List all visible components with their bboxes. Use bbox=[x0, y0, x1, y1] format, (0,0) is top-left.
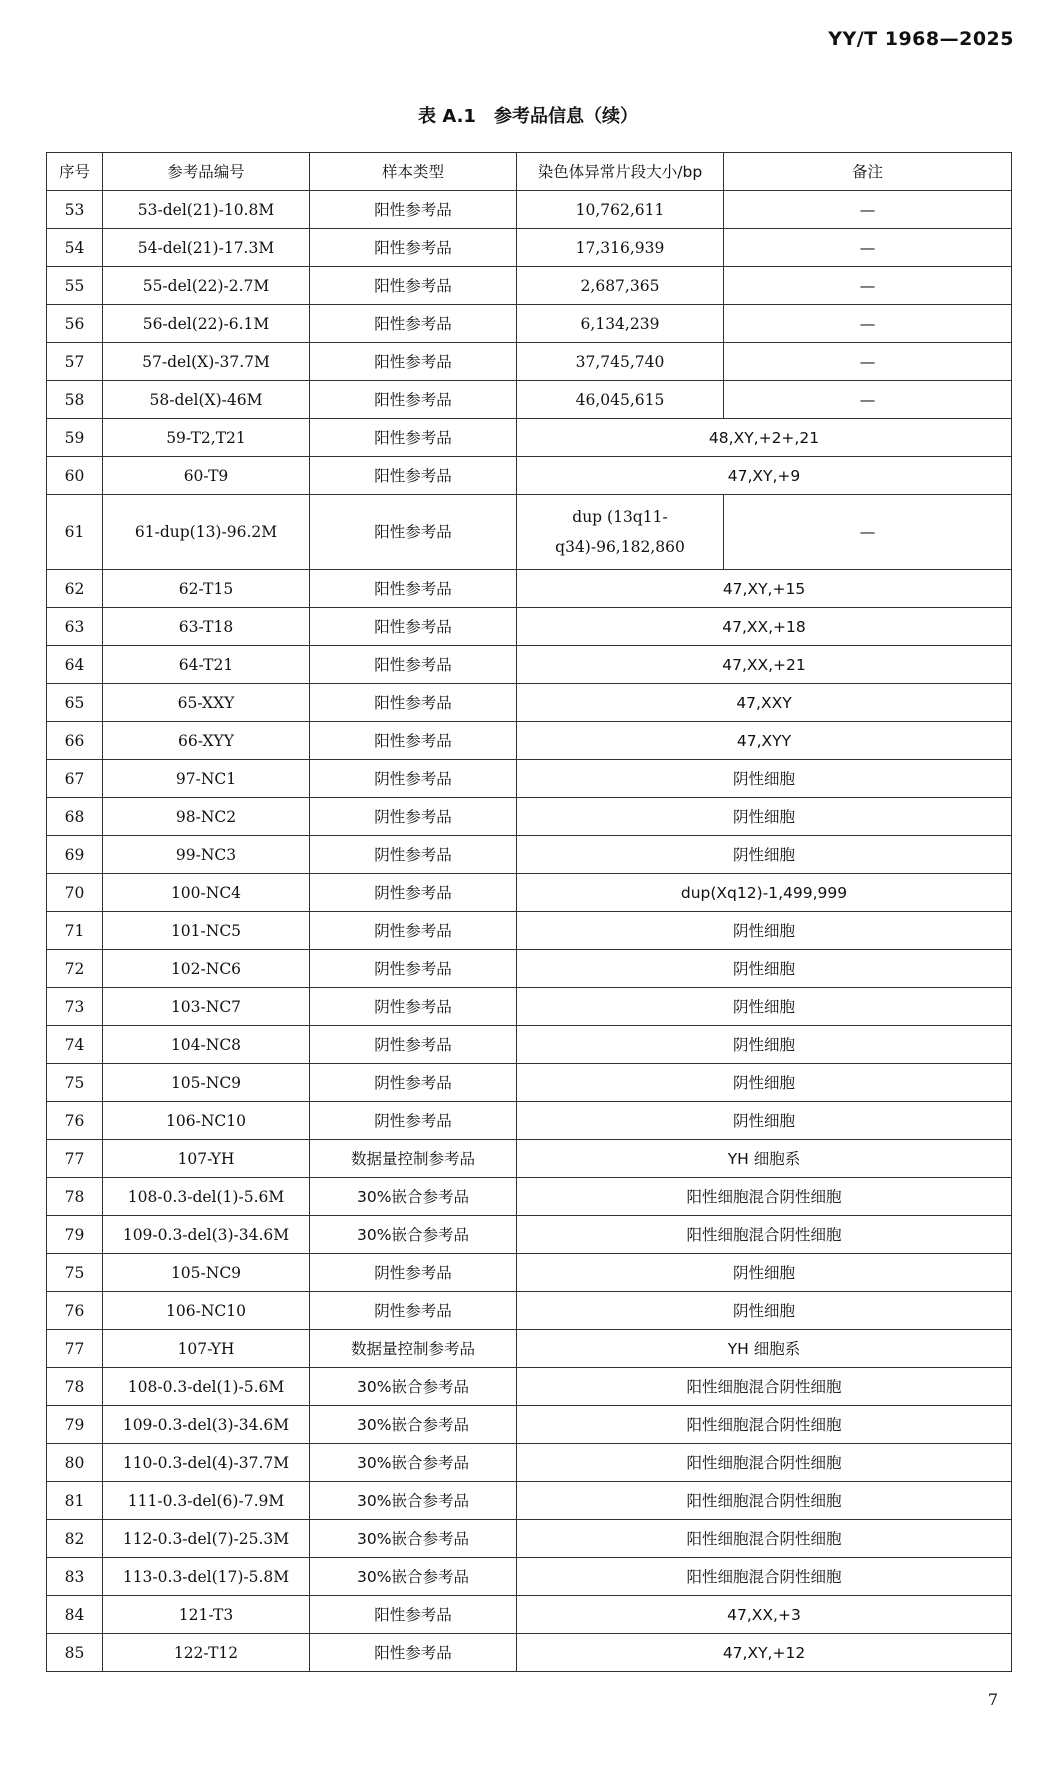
result-cell: 阴性细胞 bbox=[517, 1026, 1012, 1064]
fragment-size-cell: 17,316,939 bbox=[517, 229, 724, 267]
row-number-cell: 73 bbox=[47, 988, 103, 1026]
sample-type-cell: 阳性参考品 bbox=[310, 191, 517, 229]
reference-id-cell: 121-T3 bbox=[103, 1596, 310, 1634]
sample-type-cell: 阴性参考品 bbox=[310, 798, 517, 836]
reference-id-cell: 97-NC1 bbox=[103, 760, 310, 798]
note-cell: — bbox=[724, 229, 1012, 267]
reference-id-cell: 101-NC5 bbox=[103, 912, 310, 950]
result-cell: 阴性细胞 bbox=[517, 836, 1012, 874]
table-row bbox=[47, 229, 1012, 267]
reference-id-cell: 100-NC4 bbox=[103, 874, 310, 912]
table-row bbox=[47, 722, 1012, 760]
sample-type-cell: 30%嵌合参考品 bbox=[310, 1368, 517, 1406]
note-cell: — bbox=[724, 343, 1012, 381]
column-header-id: 参考品编号 bbox=[103, 153, 310, 191]
result-cell: 阴性细胞 bbox=[517, 1254, 1012, 1292]
table-row bbox=[47, 684, 1012, 722]
reference-table bbox=[46, 152, 1012, 1672]
reference-id-cell: 111-0.3-del(6)-7.9M bbox=[103, 1482, 310, 1520]
sample-type-cell: 阴性参考品 bbox=[310, 1026, 517, 1064]
row-number-cell: 55 bbox=[47, 267, 103, 305]
table-row bbox=[47, 1254, 1012, 1292]
table-row bbox=[47, 1178, 1012, 1216]
row-number-cell: 76 bbox=[47, 1102, 103, 1140]
row-number-cell: 68 bbox=[47, 798, 103, 836]
result-cell: 47,XY,+15 bbox=[517, 570, 1012, 608]
sample-type-cell: 阳性参考品 bbox=[310, 267, 517, 305]
table-header-row bbox=[47, 153, 1012, 191]
table-row bbox=[47, 457, 1012, 495]
table-body bbox=[47, 191, 1012, 1672]
sample-type-cell: 阴性参考品 bbox=[310, 1064, 517, 1102]
table-row bbox=[47, 950, 1012, 988]
result-cell: 47,XY,+9 bbox=[517, 457, 1012, 495]
fragment-size-cell: 37,745,740 bbox=[517, 343, 724, 381]
table-row bbox=[47, 1064, 1012, 1102]
row-number-cell: 63 bbox=[47, 608, 103, 646]
fragment-size-cell: 10,762,611 bbox=[517, 191, 724, 229]
result-cell: 47,XX,+3 bbox=[517, 1596, 1012, 1634]
sample-type-cell: 阴性参考品 bbox=[310, 836, 517, 874]
row-number-cell: 60 bbox=[47, 457, 103, 495]
row-number-cell: 69 bbox=[47, 836, 103, 874]
result-cell: 阳性细胞混合阴性细胞 bbox=[517, 1216, 1012, 1254]
result-cell: 47,XX,+18 bbox=[517, 608, 1012, 646]
table-row bbox=[47, 1292, 1012, 1330]
table-row bbox=[47, 608, 1012, 646]
table-row bbox=[47, 912, 1012, 950]
reference-id-cell: 54-del(21)-17.3M bbox=[103, 229, 310, 267]
result-cell: 阴性细胞 bbox=[517, 988, 1012, 1026]
result-cell: 阴性细胞 bbox=[517, 760, 1012, 798]
row-number-cell: 66 bbox=[47, 722, 103, 760]
row-number-cell: 78 bbox=[47, 1368, 103, 1406]
row-number-cell: 80 bbox=[47, 1444, 103, 1482]
row-number-cell: 74 bbox=[47, 1026, 103, 1064]
sample-type-cell: 阴性参考品 bbox=[310, 760, 517, 798]
column-header-note: 备注 bbox=[724, 153, 1012, 191]
table-row bbox=[47, 305, 1012, 343]
reference-id-cell: 122-T12 bbox=[103, 1634, 310, 1672]
reference-id-cell: 106-NC10 bbox=[103, 1102, 310, 1140]
result-cell: 48,XY,+2+,21 bbox=[517, 419, 1012, 457]
result-cell: 47,XY,+12 bbox=[517, 1634, 1012, 1672]
reference-id-cell: 64-T21 bbox=[103, 646, 310, 684]
reference-id-cell: 99-NC3 bbox=[103, 836, 310, 874]
sample-type-cell: 阳性参考品 bbox=[310, 495, 517, 570]
row-number-cell: 70 bbox=[47, 874, 103, 912]
table-row bbox=[47, 191, 1012, 229]
row-number-cell: 77 bbox=[47, 1140, 103, 1178]
standard-number: YY/T 1968—2025 bbox=[828, 28, 1014, 50]
row-number-cell: 85 bbox=[47, 1634, 103, 1672]
reference-id-cell: 109-0.3-del(3)-34.6M bbox=[103, 1216, 310, 1254]
reference-id-cell: 108-0.3-del(1)-5.6M bbox=[103, 1368, 310, 1406]
row-number-cell: 77 bbox=[47, 1330, 103, 1368]
reference-id-cell: 109-0.3-del(3)-34.6M bbox=[103, 1406, 310, 1444]
row-number-cell: 84 bbox=[47, 1596, 103, 1634]
reference-id-cell: 56-del(22)-6.1M bbox=[103, 305, 310, 343]
sample-type-cell: 数据量控制参考品 bbox=[310, 1140, 517, 1178]
reference-id-cell: 57-del(X)-37.7M bbox=[103, 343, 310, 381]
sample-type-cell: 阴性参考品 bbox=[310, 988, 517, 1026]
result-cell: 阴性细胞 bbox=[517, 1292, 1012, 1330]
reference-id-cell: 105-NC9 bbox=[103, 1064, 310, 1102]
fragment-size-cell: dup (13q11-q34)-96,182,860 bbox=[517, 495, 724, 570]
fragment-size-cell: 6,134,239 bbox=[517, 305, 724, 343]
table-row bbox=[47, 798, 1012, 836]
table-row bbox=[47, 1368, 1012, 1406]
result-cell: 阳性细胞混合阴性细胞 bbox=[517, 1558, 1012, 1596]
row-number-cell: 58 bbox=[47, 381, 103, 419]
reference-id-cell: 66-XYY bbox=[103, 722, 310, 760]
row-number-cell: 78 bbox=[47, 1178, 103, 1216]
reference-id-cell: 98-NC2 bbox=[103, 798, 310, 836]
table-row bbox=[47, 343, 1012, 381]
result-cell: 阳性细胞混合阴性细胞 bbox=[517, 1406, 1012, 1444]
reference-id-cell: 110-0.3-del(4)-37.7M bbox=[103, 1444, 310, 1482]
sample-type-cell: 阳性参考品 bbox=[310, 1634, 517, 1672]
reference-id-cell: 65-XXY bbox=[103, 684, 310, 722]
table-row bbox=[47, 1330, 1012, 1368]
table-row bbox=[47, 760, 1012, 798]
row-number-cell: 75 bbox=[47, 1064, 103, 1102]
sample-type-cell: 30%嵌合参考品 bbox=[310, 1406, 517, 1444]
row-number-cell: 79 bbox=[47, 1406, 103, 1444]
result-cell: 47,XYY bbox=[517, 722, 1012, 760]
result-cell: 阴性细胞 bbox=[517, 912, 1012, 950]
table-row bbox=[47, 1596, 1012, 1634]
sample-type-cell: 阴性参考品 bbox=[310, 912, 517, 950]
table-row bbox=[47, 874, 1012, 912]
row-number-cell: 75 bbox=[47, 1254, 103, 1292]
fragment-size-cell: 46,045,615 bbox=[517, 381, 724, 419]
result-cell: dup(Xq12)-1,499,999 bbox=[517, 874, 1012, 912]
sample-type-cell: 阳性参考品 bbox=[310, 570, 517, 608]
result-cell: 阴性细胞 bbox=[517, 798, 1012, 836]
row-number-cell: 61 bbox=[47, 495, 103, 570]
row-number-cell: 64 bbox=[47, 646, 103, 684]
sample-type-cell: 阳性参考品 bbox=[310, 229, 517, 267]
reference-id-cell: 102-NC6 bbox=[103, 950, 310, 988]
sample-type-cell: 阳性参考品 bbox=[310, 722, 517, 760]
reference-id-cell: 63-T18 bbox=[103, 608, 310, 646]
row-number-cell: 67 bbox=[47, 760, 103, 798]
sample-type-cell: 阴性参考品 bbox=[310, 1102, 517, 1140]
table-row bbox=[47, 1026, 1012, 1064]
table-row bbox=[47, 988, 1012, 1026]
result-cell: YH 细胞系 bbox=[517, 1330, 1012, 1368]
sample-type-cell: 阳性参考品 bbox=[310, 608, 517, 646]
result-cell: 47,XX,+21 bbox=[517, 646, 1012, 684]
result-cell: 阳性细胞混合阴性细胞 bbox=[517, 1368, 1012, 1406]
reference-id-cell: 107-YH bbox=[103, 1140, 310, 1178]
sample-type-cell: 30%嵌合参考品 bbox=[310, 1558, 517, 1596]
reference-id-cell: 108-0.3-del(1)-5.6M bbox=[103, 1178, 310, 1216]
result-cell: 阴性细胞 bbox=[517, 950, 1012, 988]
sample-type-cell: 阳性参考品 bbox=[310, 305, 517, 343]
sample-type-cell: 阳性参考品 bbox=[310, 1596, 517, 1634]
fragment-size-cell: 2,687,365 bbox=[517, 267, 724, 305]
result-cell: 阴性细胞 bbox=[517, 1102, 1012, 1140]
sample-type-cell: 30%嵌合参考品 bbox=[310, 1482, 517, 1520]
sample-type-cell: 30%嵌合参考品 bbox=[310, 1520, 517, 1558]
row-number-cell: 53 bbox=[47, 191, 103, 229]
table-row bbox=[47, 1140, 1012, 1178]
sample-type-cell: 阴性参考品 bbox=[310, 874, 517, 912]
note-cell: — bbox=[724, 191, 1012, 229]
row-number-cell: 54 bbox=[47, 229, 103, 267]
table-title: 表 A.1 参考品信息（续） bbox=[418, 106, 638, 127]
table-row bbox=[47, 1520, 1012, 1558]
table-row bbox=[47, 836, 1012, 874]
table-row bbox=[47, 1406, 1012, 1444]
result-cell: 阳性细胞混合阴性细胞 bbox=[517, 1444, 1012, 1482]
result-cell: 47,XXY bbox=[517, 684, 1012, 722]
reference-id-cell: 113-0.3-del(17)-5.8M bbox=[103, 1558, 310, 1596]
reference-id-cell: 55-del(22)-2.7M bbox=[103, 267, 310, 305]
reference-id-cell: 112-0.3-del(7)-25.3M bbox=[103, 1520, 310, 1558]
table-row bbox=[47, 267, 1012, 305]
sample-type-cell: 阳性参考品 bbox=[310, 684, 517, 722]
note-cell: — bbox=[724, 305, 1012, 343]
table-row bbox=[47, 381, 1012, 419]
table-row bbox=[47, 570, 1012, 608]
row-number-cell: 83 bbox=[47, 1558, 103, 1596]
result-cell: 阳性细胞混合阴性细胞 bbox=[517, 1178, 1012, 1216]
result-cell: 阳性细胞混合阴性细胞 bbox=[517, 1520, 1012, 1558]
row-number-cell: 56 bbox=[47, 305, 103, 343]
sample-type-cell: 30%嵌合参考品 bbox=[310, 1178, 517, 1216]
table-row bbox=[47, 1102, 1012, 1140]
sample-type-cell: 阳性参考品 bbox=[310, 343, 517, 381]
sample-type-cell: 阳性参考品 bbox=[310, 381, 517, 419]
table-row bbox=[47, 419, 1012, 457]
sample-type-cell: 30%嵌合参考品 bbox=[310, 1216, 517, 1254]
table-row bbox=[47, 1216, 1012, 1254]
sample-type-cell: 阴性参考品 bbox=[310, 950, 517, 988]
row-number-cell: 79 bbox=[47, 1216, 103, 1254]
row-number-cell: 82 bbox=[47, 1520, 103, 1558]
reference-id-cell: 60-T9 bbox=[103, 457, 310, 495]
reference-id-cell: 62-T15 bbox=[103, 570, 310, 608]
sample-type-cell: 30%嵌合参考品 bbox=[310, 1444, 517, 1482]
row-number-cell: 62 bbox=[47, 570, 103, 608]
table-row bbox=[47, 646, 1012, 684]
column-header-no: 序号 bbox=[47, 153, 103, 191]
sample-type-cell: 阳性参考品 bbox=[310, 419, 517, 457]
reference-id-cell: 106-NC10 bbox=[103, 1292, 310, 1330]
note-cell: — bbox=[724, 495, 1012, 570]
result-cell: 阴性细胞 bbox=[517, 1064, 1012, 1102]
reference-id-cell: 53-del(21)-10.8M bbox=[103, 191, 310, 229]
row-number-cell: 57 bbox=[47, 343, 103, 381]
row-number-cell: 81 bbox=[47, 1482, 103, 1520]
reference-id-cell: 61-dup(13)-96.2M bbox=[103, 495, 310, 570]
note-cell: — bbox=[724, 381, 1012, 419]
column-header-size: 染色体异常片段大小/bp bbox=[517, 153, 724, 191]
sample-type-cell: 阴性参考品 bbox=[310, 1254, 517, 1292]
row-number-cell: 76 bbox=[47, 1292, 103, 1330]
sample-type-cell: 阳性参考品 bbox=[310, 646, 517, 684]
table-row bbox=[47, 495, 1012, 570]
reference-id-cell: 103-NC7 bbox=[103, 988, 310, 1026]
sample-type-cell: 数据量控制参考品 bbox=[310, 1330, 517, 1368]
reference-id-cell: 59-T2,T21 bbox=[103, 419, 310, 457]
table-row bbox=[47, 1444, 1012, 1482]
reference-id-cell: 58-del(X)-46M bbox=[103, 381, 310, 419]
page-number: 7 bbox=[987, 1690, 998, 1709]
column-header-type: 样本类型 bbox=[310, 153, 517, 191]
reference-id-cell: 104-NC8 bbox=[103, 1026, 310, 1064]
table-row bbox=[47, 1482, 1012, 1520]
result-cell: YH 细胞系 bbox=[517, 1140, 1012, 1178]
row-number-cell: 72 bbox=[47, 950, 103, 988]
row-number-cell: 59 bbox=[47, 419, 103, 457]
sample-type-cell: 阳性参考品 bbox=[310, 457, 517, 495]
result-cell: 阳性细胞混合阴性细胞 bbox=[517, 1482, 1012, 1520]
row-number-cell: 65 bbox=[47, 684, 103, 722]
table-row bbox=[47, 1558, 1012, 1596]
reference-id-cell: 105-NC9 bbox=[103, 1254, 310, 1292]
note-cell: — bbox=[724, 267, 1012, 305]
table-row bbox=[47, 1634, 1012, 1672]
row-number-cell: 71 bbox=[47, 912, 103, 950]
reference-id-cell: 107-YH bbox=[103, 1330, 310, 1368]
sample-type-cell: 阴性参考品 bbox=[310, 1292, 517, 1330]
